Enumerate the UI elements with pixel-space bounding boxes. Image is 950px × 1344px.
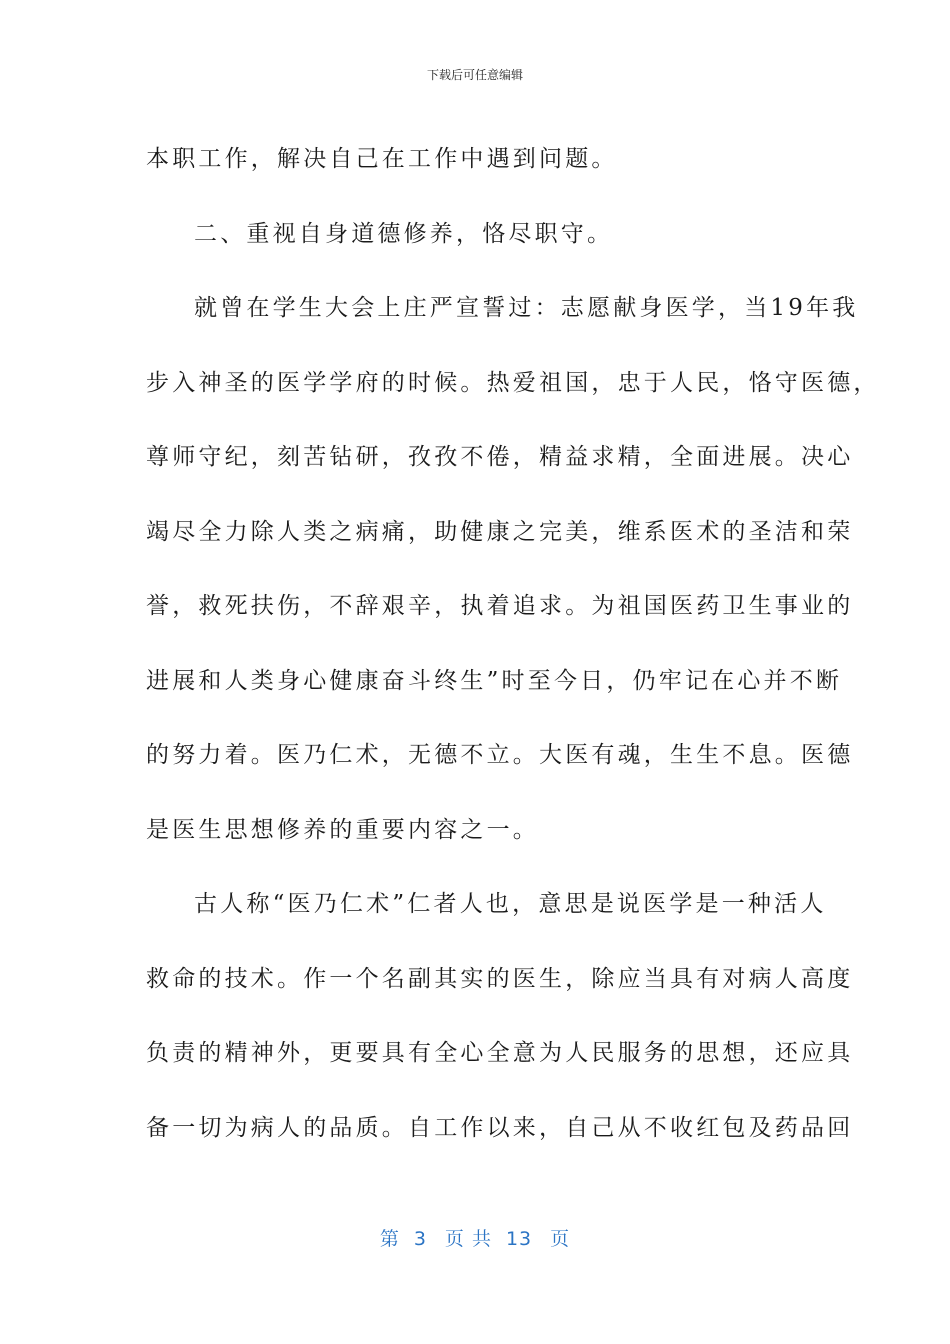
body-line: 本职工作，解决自己在工作中遇到问题。: [146, 146, 618, 172]
footer-middle: 页 共: [444, 1228, 492, 1250]
body-line: 就曾在学生大会上庄严宣誓过：志愿献身医学，当19年我: [194, 295, 859, 321]
header-note: 下载后可任意编辑: [426, 68, 523, 82]
body-line: 誉，救死扶伤，不辞艰辛，执着追求。为祖国医药卫生事业的: [146, 593, 854, 619]
section-heading: 二、重视自身道德修养，恪尽职守。: [194, 220, 614, 247]
body-line: 救命的技术。作一个名副其实的医生，除应当具有对病人高度: [146, 965, 854, 992]
body-line: 是医生思想修养的重要内容之一。: [146, 816, 539, 843]
footer-prefix: 第: [379, 1228, 400, 1250]
current-page-number: 3: [413, 1228, 427, 1250]
body-line: 古人称“医乃仁术”仁者人也，意思是说医学是一种活人: [194, 891, 827, 917]
body-line: 步入神圣的医学学府的时候。热爱祖国，忠于人民，恪守医德，: [146, 369, 880, 396]
body-line: 进展和人类身心健康奋斗终生”时至今日，仍牢记在心并不断: [146, 667, 843, 694]
total-pages-number: 13: [505, 1228, 533, 1250]
body-text: [146, 122, 880, 1165]
body-line: 负责的精神外，更要具有全心全意为人民服务的思想，还应具: [146, 1040, 854, 1066]
body-line: 的努力着。医乃仁术，无德不立。大医有魂，生生不息。医德: [146, 742, 854, 768]
footer-suffix: 页: [550, 1228, 571, 1250]
body-line: 备一切为病人的品质。自工作以来，自己从不收红包及药品回: [146, 1114, 854, 1141]
page-number-footer: [0, 1224, 950, 1251]
body-line: 尊师守纪，刻苦钻研，孜孜不倦，精益求精，全面进展。决心: [146, 444, 854, 470]
body-line: 竭尽全力除人类之病痛，助健康之完美，维系医术的圣洁和荣: [146, 518, 854, 545]
